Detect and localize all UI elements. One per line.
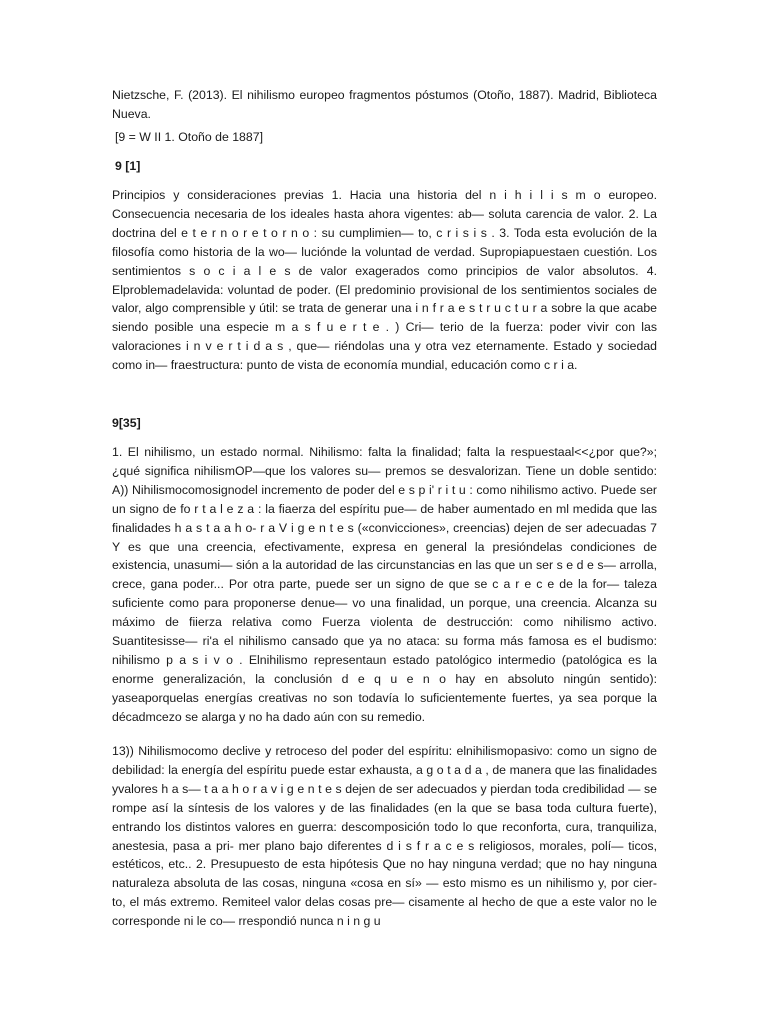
- section-heading-9-1: 9 [1]: [115, 159, 141, 173]
- citation: Nietzsche, F. (2013). El nihilismo europeo fragmentos póstumos (Otoño, 1887). Madrid, Biblioteca Nueva.: [112, 88, 657, 121]
- section-heading-9-35: 9[35]: [112, 416, 141, 430]
- fragment-reference: [9 = W II 1. Otoño de 1887]: [115, 130, 263, 144]
- paragraph-principios: Principios y consideraciones previas 1. Hacia una historia del n i h i l i s m o europeo. Consecuencia necesaria de los ideales hasta ahora vigentes: ab— soluta carencia de valor. 2. La doctrina del e t e r n o r e t o r n o : su cumplimien— to, c r i s i s . 3. Toda esta evolución de la filosofía como historia de la wo— luciónde la voluntad de verdad. Supropiapuestaen cuestión. Los sentimientos s o c i a l e s de valor exagerados como principios de valor absolutos. 4. Elproblemadelavida: voluntad de poder. (El predominio provisional de los sentimientos sociales de valor, algo comprensible y útil: se trata de generar una i n f r a e s t r u c t u r a sobre la que acabe siendo posible una especie m a s f u e r t e . ) Cri— terio de la fuerza: poder vivir con las valoraciones i n v e r t i d a s , que— riéndolas una y otra vez eternamente. Estado y sociedad como in— fraestructura: punto de vista de economía mundial, educación como c r i a.: [112, 188, 657, 373]
- paragraph-nihilismo-estado-normal: 1. El nihilismo, un estado normal. Nihilismo: falta la finalidad; falta la respuestaal<<¿por que?»;¿qué significa nihilismOP—que los valores su— premos se desvalorizan. Tiene un doble sentido: A)) Nihilismocomosignodel incremento de poder del e s p i' r i t u : como nihilismo activo. Puede ser un signo de fo r t a l e z a : la fiaerza del espíritu pue— de haber aumentado en ml medida que las finalidades h a s t a a h o- r a V i g e n t e s («convicciones», creencias) dejen de ser adecuadas 7 Y es que una creencia, efectivamente, expresa en general la presióndelas condiciones de existencia, unasumi— sión a la autoridad de las circunstancias en las que un ser s e d e s— arrolla, crece, gana poder... Por otra parte, puede ser un signo de que se c a r e c e de la for— taleza suficiente como para proponerse denue— vo una finalidad, un porque, una creencia. Alcanza su máximo de fiierza relativa como Fuerza violenta de destrucción: como nihilismo activo. Suantitesisse— ri'a el nihilismo cansado que ya no ataca: su forma más famosa es el budismo: nihilismo p a s i v o . Elnihilismo representaun estado patológico intermedio (patológica es la enorme generalización, la conclusión d e q u e n o hay en absoluto ningún sentido): yaseaporquelas energías creativas no son todavía lo suficientemente fuertes, ya sea porque la décadmcezo se alarga y no ha dado aún con su remedio.: [112, 445, 657, 724]
- paragraph-nihilismo-declive: 13)) Nihilismocomo declive y retroceso del poder del espíritu: elnihilismopasivo: como un signo de debilidad: la energía del espíritu puede estar exhausta, a g o t a d a , de manera que las finalidades yvalores h a s— t a a h o r a v i g e n t e s dejen de ser adecuados y pierdan toda credibilidad — se rompe así la síntesis de los valores y de las finalidades (en la que se basa toda cultura fuerte), entrando los distintos valores en guerra: descomposición todo lo que reconforta, cura, tranquiliza, anestesia, pasa a pri- mer plano bajo diferentes d i s f r a c e s religiosos, morales, polí— ticos, estéticos, etc.. 2. Presupuesto de esta hipótesis Que no hay ninguna verdad; que no hay ninguna naturaleza absoluta de las cosas, ninguna «cosa en sí» — esto mismo es un nihilismo y, por cier- to, el más extremo. Remiteel valor delas cosas pre— cisamente al hecho de que a este valor no le corresponde ni le co— rrespondió nunca n i n g u: [112, 744, 657, 929]
